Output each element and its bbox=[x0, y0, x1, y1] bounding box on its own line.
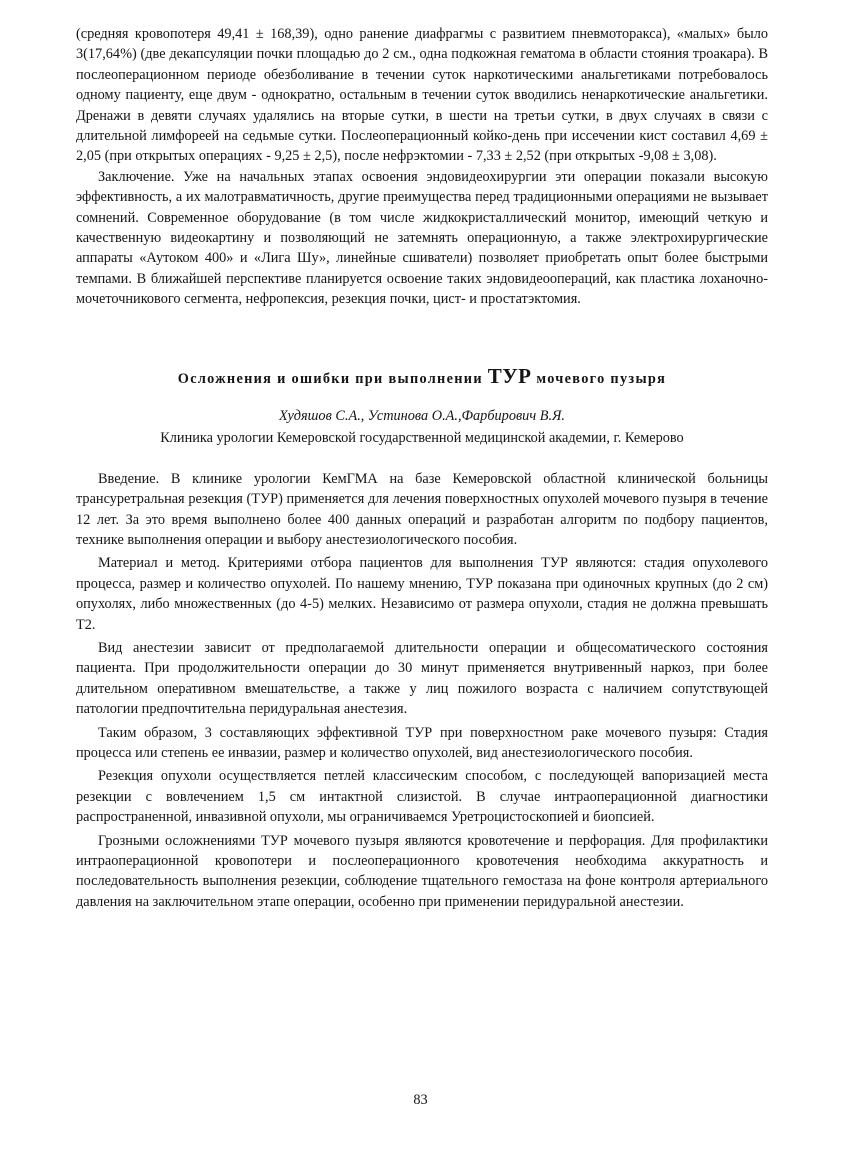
paragraph-resection: Резекция опухоли осуществляется петлей классическим способом, с последующей вапоризацией места резекции с вовлечением 1,5 см интактной слизистой. В случае интраоперационной диагностики распространенной, инвазивной опухоли, мы ограничиваемся Уретроцистоскопией и биопсией. bbox=[76, 768, 768, 826]
paragraph-conclusion: Заключение. Уже на начальных этапах освоения эндовидеохирургии эти операции показали высокую эффективность, а их малотравматичность, другие преимущества перед традиционными операциями не вызывает сомнений. Современное оборудование (в том числе жидкокристаллический монитор, имеющий четкую и качественную видеокартину и позволяющий не затемнять операционную, а также электрохирургические аппараты «Аутоком 400» и «Лига Шу», линейные сшиватели) позволяет приобретать опыт более быстрыми темпами. В ближайшей перспективе планируется освоение таких эндовидеоопераций, как пластика лоханочно-мочеточникового сегмента, нефропексия, резекция почки, цист- и простатэктомия. bbox=[76, 168, 768, 308]
article-title-part2: мочевого пузыря bbox=[531, 370, 667, 387]
paragraph-methods: Материал и метод. Критериями отбора пациентов для выполнения ТУР являются: стадия опухолевого процесса, размер и количество опухолей. По нашему мнению, ТУР показана при одиночных крупных (до 2 см) опухолях, либо множественных (до 4-5) мелких. Независимо от размера опухоли, стадия не должна превышать Т2. bbox=[76, 555, 768, 633]
article-affiliation: Клиника урологии Кемеровской государственной медицинской академии, г. Кемерово bbox=[160, 429, 684, 446]
page-content bbox=[76, 24, 768, 915]
article-authors: Худяшов С.А., Устинова О.А.,Фарбирович В.Я. bbox=[279, 407, 565, 424]
paragraph-complications-results: (средняя кровопотеря 49,41 ± 168,39), одно ранение диафрагмы с развитием пневмоторакса), «малых» было 3(17,64%) (две декапсуляции почки площадью до 2 см., одна подкожная гематома в области стояния троакара). В послеоперационном периоде обезболивание в течении суток наркотическими анальгетиками потребовалось одному пациенту, еще двум - однократно, остальным в течении суток вводились ненаркотические анальгетики. Дренажи в девяти случаях удалялись на вторые сутки, в шести на третьи сутки, в двух случаях в связи с длительной лимфореей на седьмые сутки. Послеоперационный койко-день при иссечении кист составил 4,69 ± 2,05 (при открытых операциях - 9,25 ± 2,5), после нефрэктомии - 7,33 ± 2,52 (при открытых -9,08 ± 3,08). bbox=[76, 26, 768, 165]
paragraph-introduction: Введение. В клинике урологии КемГМА на базе Кемеровской областной клинической больницы трансуретральная резекция (ТУР) применяется для лечения поверхностных опухолей мочевого пузыря в течение 12 лет. За это время выполнено более 400 данных операций и разработан алгоритм по подбору пациентов, технике выполнения операции и выбору анестезиологического пособия. bbox=[76, 470, 768, 548]
paragraph-complications: Грозными осложнениями ТУР мочевого пузыря являются кровотечение и перфорация. Для профилактики интраоперационной кровопотери и послеоперационного кровотечения необходима аккуратность и последовательность выполнения резекции, соблюдение тщательного гемостаза на фоне контроля артериального давления на заключительном этапе операции, особенно при применении перидуральной анестезии. bbox=[76, 832, 768, 910]
article-title-part1: Осложнения и ошибки при выполнении bbox=[177, 370, 488, 387]
paragraph-anesthesia: Вид анестезии зависит от предполагаемой длительности операции и общесоматического состояния пациента. При продолжительности операции до 30 минут применяется внутривенный наркоз, при более длительном оперативном вмешательстве, а также у лиц пожилого возраста с наличием сопутствующей патологии предпочтительна перидуральная анестезия. bbox=[76, 639, 768, 718]
paragraph-components: Таким образом, 3 составляющих эффективной ТУР при поверхностном раке мочевого пузыря: Стадия процесса или степень ее инвазии, размер и количество опухолей, вид анестезиологического пособия. bbox=[76, 724, 768, 761]
article-title-abbrev: ТУР bbox=[487, 363, 532, 388]
article-title bbox=[76, 364, 768, 391]
article-body bbox=[76, 469, 768, 913]
page-number: 83 bbox=[413, 1092, 428, 1108]
